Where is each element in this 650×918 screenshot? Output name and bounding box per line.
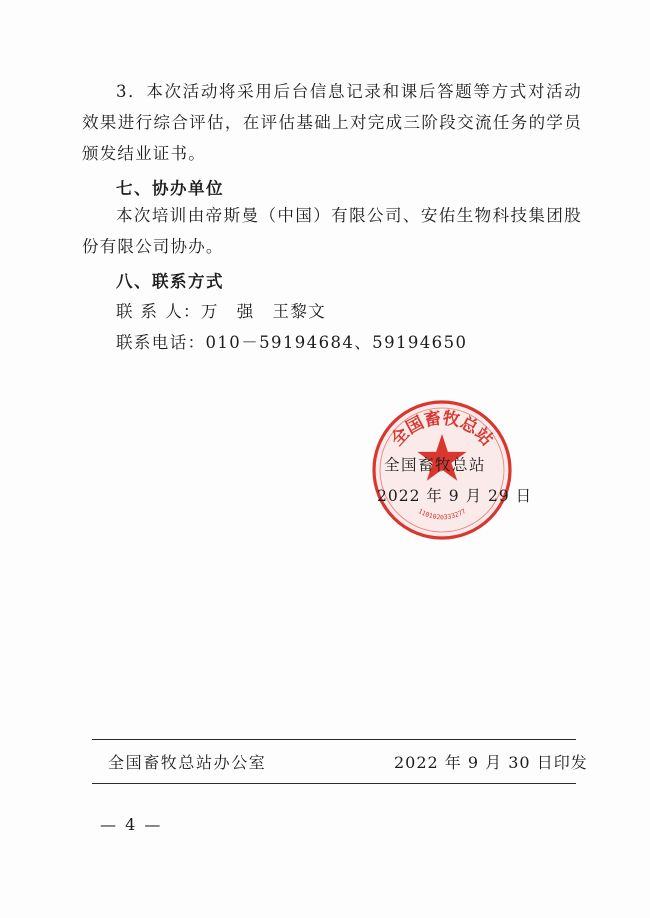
- seal-serial: 1101020333277: [416, 507, 468, 522]
- footer-bottom-rule: [92, 783, 576, 784]
- section-8-heading: 八、联系方式: [116, 272, 224, 291]
- seal-arc-text: 全国畜牧总站: [387, 408, 497, 451]
- paragraph-3: 3．本次活动将采用后台信息记录和课后答题等方式对活动效果进行综合评估，在评估基础上对完成三阶段交流任务的学员颁发结业证书。: [82, 82, 582, 163]
- signature-organization: 全国畜牧总站: [384, 456, 487, 474]
- section-7-text: 本次培训由帝斯曼（中国）有限公司、安佑生物科技集团股份有限公司协办。: [82, 206, 582, 256]
- page-number: — 4 —: [100, 815, 163, 834]
- footer-top-rule: [92, 739, 576, 740]
- section-7-heading: 七、协办单位: [116, 179, 224, 198]
- footer-issuer: 全国畜牧总站办公室: [108, 753, 267, 772]
- footer-print-date: 2022 年 9 月 30 日印发: [394, 753, 588, 772]
- contact-phone: 联系电话：010－59194684、59194650: [116, 333, 468, 352]
- signature-date: 2022 年 9 月 29 日: [377, 487, 533, 505]
- contact-person: 联 系 人：万 强 王黎文: [116, 302, 327, 321]
